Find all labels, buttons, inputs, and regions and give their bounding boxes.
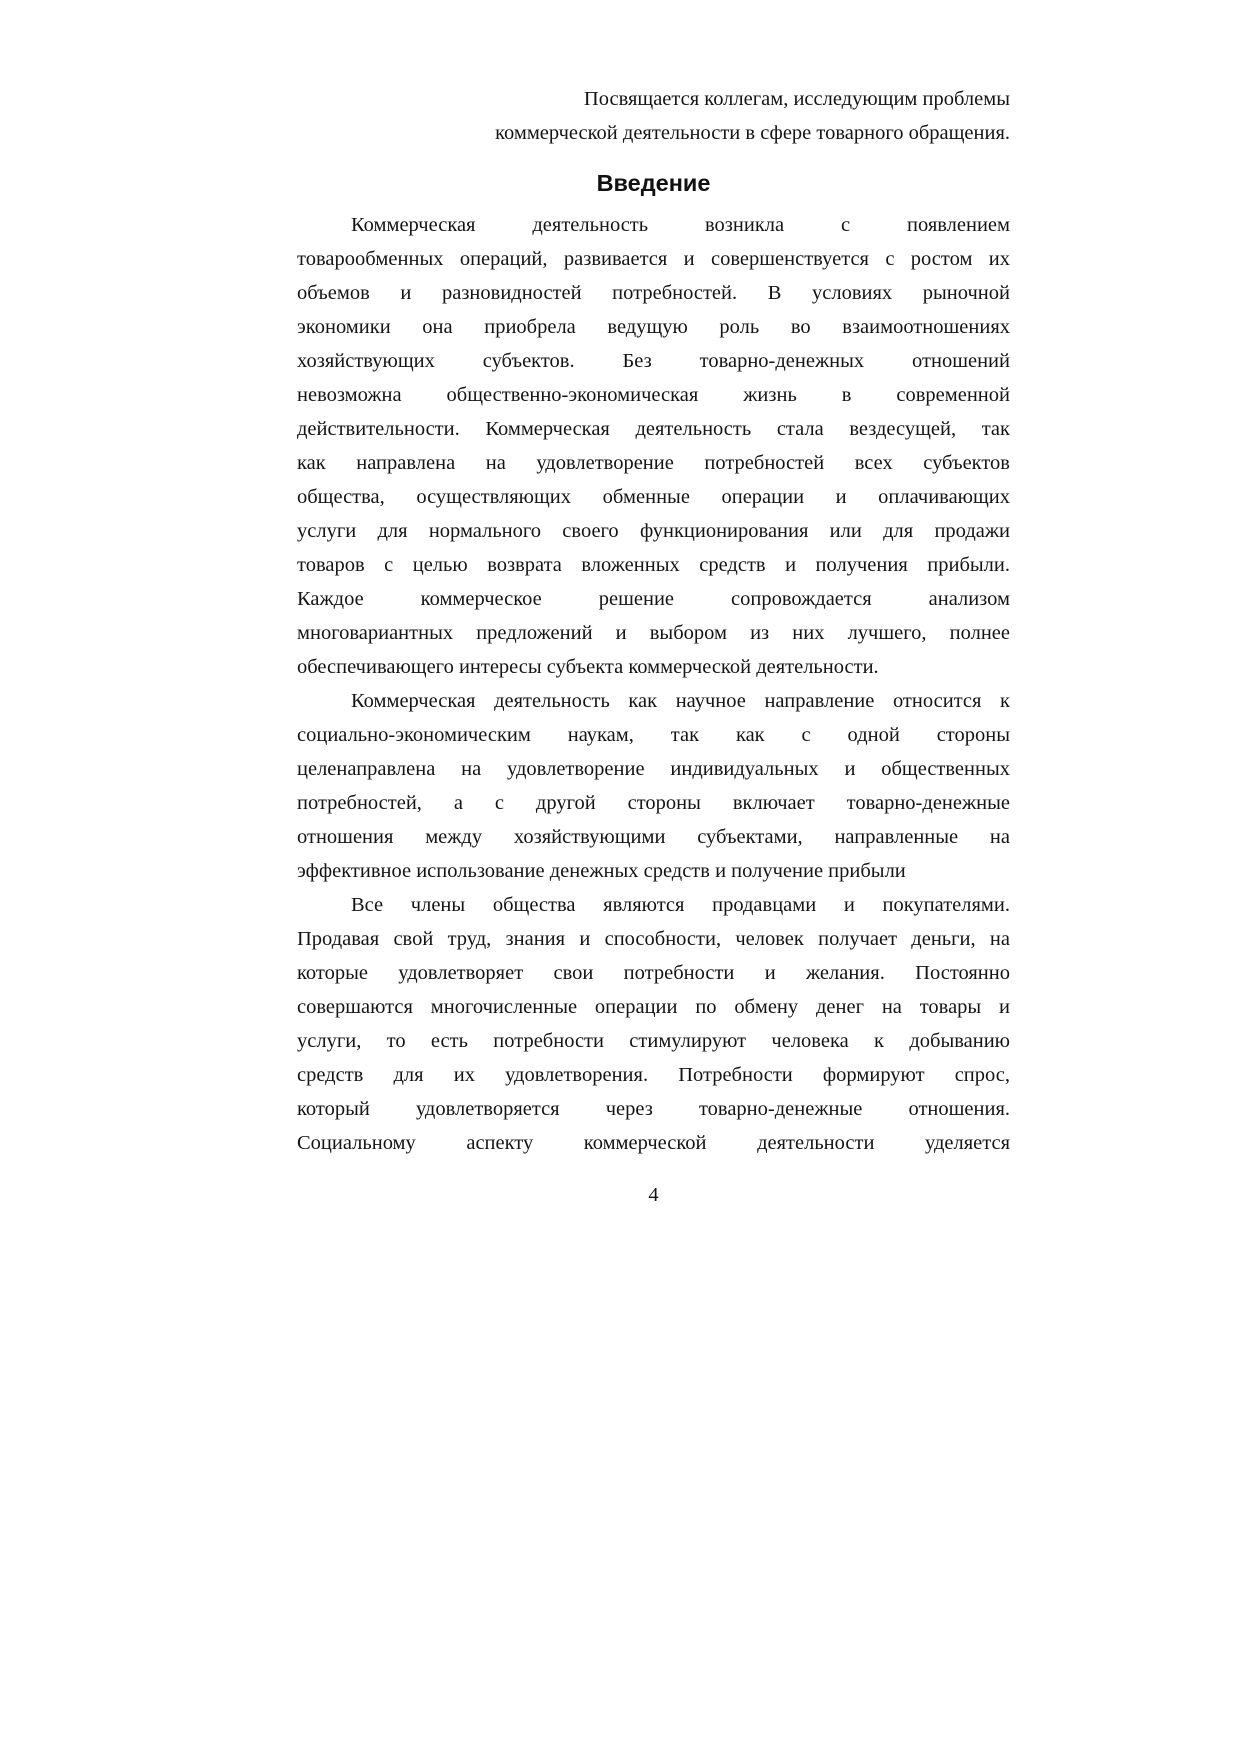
paragraph-line: экономики она приобрела ведущую роль во взаимоотношениях	[297, 316, 1010, 338]
page-number: 4	[648, 1184, 659, 1206]
paragraph-line: потребностей, а с другой стороны включает товарно-денежные	[297, 792, 1010, 814]
dedication-line: Посвящается коллегам, исследующим проблемы	[583, 88, 1010, 110]
paragraph-line: совершаются многочисленные операции по обмену денег на товары и	[297, 996, 1010, 1018]
paragraph-line: общества, осуществляющих обменные операции и оплачивающих	[297, 486, 1010, 508]
paragraph-line: эффективное использование денежных средств и получение прибыли	[297, 860, 906, 882]
paragraph-line: объемов и разновидностей потребностей. В условиях рыночной	[297, 282, 1010, 304]
paragraph-line: Социальному аспекту коммерческой деятельности уделяется	[297, 1132, 1010, 1154]
dedication-line: коммерческой деятельности в сфере товарного обращения.	[495, 122, 1010, 144]
dedication	[297, 82, 1010, 150]
paragraph-line: услуги для нормального своего функционирования или для продажи	[297, 520, 1010, 542]
paragraph-line: Каждое коммерческое решение сопровождается анализом	[297, 588, 1010, 610]
section-heading: Введение	[596, 170, 711, 196]
paragraph-line: многовариантных предложений и выбором из них лучшего, полнее	[297, 622, 1010, 644]
paragraph-line: невозможна общественно-экономическая жизнь в современной	[297, 384, 1010, 406]
paragraph-line: услуги, то есть потребности стимулируют человека к добыванию	[297, 1030, 1010, 1052]
paragraph-line: обеспечивающего интересы субъекта коммерческой деятельности.	[297, 656, 879, 678]
paragraph-3	[297, 888, 1010, 1160]
paragraph-line: товаров с целью возврата вложенных средств и получения прибыли.	[297, 554, 1010, 576]
paragraph-line: который удовлетворяется через товарно-денежные отношения.	[297, 1098, 1010, 1120]
paragraph-1	[297, 208, 1010, 684]
paragraph-line: средств для их удовлетворения. Потребности формируют спрос,	[297, 1064, 1010, 1086]
paragraph-2	[297, 684, 1010, 888]
paragraph-line: как направлена на удовлетворение потребностей всех субъектов	[297, 452, 1010, 474]
paragraph-line: Продавая свой труд, знания и способности, человек получает деньги, на	[297, 928, 1010, 950]
paragraph-line: целенаправлена на удовлетворение индивидуальных и общественных	[297, 758, 1010, 780]
paragraph-line: социально-экономическим наукам, так как с одной стороны	[297, 724, 1010, 746]
paragraph-line: действительности. Коммерческая деятельность стала вездесущей, так	[297, 418, 1010, 440]
paragraph-line: хозяйствующих субъектов. Без товарно-денежных отношений	[297, 350, 1010, 372]
paragraph-line: Коммерческая деятельность как научное направление относится к	[351, 690, 1010, 712]
paragraph-line: которые удовлетворяет свои потребности и желания. Постоянно	[297, 962, 1010, 984]
paragraph-line: Коммерческая деятельность возникла с появлением	[351, 214, 1010, 236]
text-column	[297, 82, 1010, 1160]
paragraph-line: Все члены общества являются продавцами и покупателями.	[351, 894, 1010, 916]
paragraph-line: отношения между хозяйствующими субъектами, направленные на	[297, 826, 1010, 848]
paragraph-line: товарообменных операций, развивается и совершенствуется с ростом их	[297, 248, 1010, 270]
